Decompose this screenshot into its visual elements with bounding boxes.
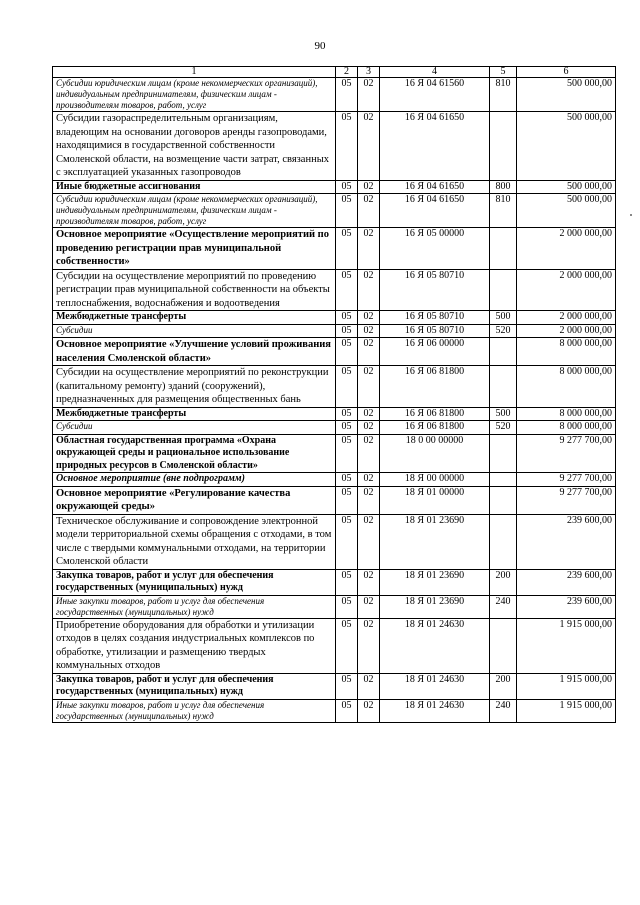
table-row bbox=[53, 486, 616, 514]
row-target-code: 18 Я 01 00000 bbox=[380, 486, 490, 514]
row-expense-type bbox=[490, 112, 517, 181]
row-section: 05 bbox=[336, 180, 358, 194]
row-expense-type bbox=[490, 514, 517, 569]
row-expense-type bbox=[490, 338, 517, 366]
row-section: 05 bbox=[336, 618, 358, 673]
row-expense-type: 810 bbox=[490, 78, 517, 112]
row-subsection: 02 bbox=[358, 407, 380, 421]
row-section: 05 bbox=[336, 228, 358, 270]
row-subsection: 02 bbox=[358, 78, 380, 112]
table-row bbox=[53, 473, 616, 487]
row-section: 05 bbox=[336, 595, 358, 618]
table-row bbox=[53, 514, 616, 569]
row-target-code: 18 Я 01 23690 bbox=[380, 595, 490, 618]
header-col-6: 6 bbox=[517, 67, 616, 78]
row-section: 05 bbox=[336, 569, 358, 595]
row-expense-type bbox=[490, 618, 517, 673]
row-target-code: 16 Я 06 81800 bbox=[380, 366, 490, 408]
row-section: 05 bbox=[336, 78, 358, 112]
row-subsection: 02 bbox=[358, 338, 380, 366]
table-row bbox=[53, 595, 616, 618]
row-subsection: 02 bbox=[358, 673, 380, 699]
row-target-code: 16 Я 05 80710 bbox=[380, 269, 490, 311]
row-name: Субсидии юридическим лицам (кроме некоммерческих организаций), индивидуальным предпринимателям, физическим лицам - производителям товаров, работ, услуг bbox=[53, 194, 336, 228]
row-section: 05 bbox=[336, 434, 358, 473]
row-name: Основное мероприятие (вне подпрограмм) bbox=[53, 473, 336, 487]
header-col-3: 3 bbox=[358, 67, 380, 78]
row-subsection: 02 bbox=[358, 699, 380, 722]
row-name: Закупка товаров, работ и услуг для обеспечения государственных (муниципальных) нужд bbox=[53, 673, 336, 699]
table-row bbox=[53, 324, 616, 338]
row-name: Субсидии газораспределительным организациям, владеющим на основании договоров аренды газопроводами, находящимися в государственной собственности Смоленской области, на возмещение части затрат, связанных с эксплуатацией указанных газопроводов bbox=[53, 112, 336, 181]
row-subsection: 02 bbox=[358, 311, 380, 325]
row-target-code: 18 Я 01 23690 bbox=[380, 569, 490, 595]
row-name: Закупка товаров, работ и услуг для обеспечения государственных (муниципальных) нужд bbox=[53, 569, 336, 595]
row-amount: 1 915 000,00 bbox=[517, 618, 616, 673]
table-row bbox=[53, 269, 616, 311]
row-amount: 2 000 000,00 bbox=[517, 324, 616, 338]
row-subsection: 02 bbox=[358, 595, 380, 618]
table-row bbox=[53, 78, 616, 112]
row-amount: 239 600,00 bbox=[517, 569, 616, 595]
row-subsection: 02 bbox=[358, 366, 380, 408]
row-name: Основное мероприятие «Улучшение условий проживания населения Смоленской области» bbox=[53, 338, 336, 366]
row-target-code: 18 Я 01 24630 bbox=[380, 618, 490, 673]
row-expense-type bbox=[490, 473, 517, 487]
row-expense-type: 800 bbox=[490, 180, 517, 194]
row-name: Основное мероприятие «Регулирование качества окружающей среды» bbox=[53, 486, 336, 514]
row-name: Субсидии bbox=[53, 324, 336, 338]
row-subsection: 02 bbox=[358, 618, 380, 673]
row-expense-type: 810 bbox=[490, 194, 517, 228]
row-subsection: 02 bbox=[358, 569, 380, 595]
row-expense-type bbox=[490, 269, 517, 311]
row-name: Техническое обслуживание и сопровождение электронной модели территориальной схемы обращения с отходами, в том числе с твердыми коммунальными отходами, на территории Смоленской области bbox=[53, 514, 336, 569]
row-expense-type: 500 bbox=[490, 311, 517, 325]
row-section: 05 bbox=[336, 338, 358, 366]
header-col-1: 1 bbox=[53, 67, 336, 78]
row-subsection: 02 bbox=[358, 194, 380, 228]
row-section: 05 bbox=[336, 311, 358, 325]
header-col-4: 4 bbox=[380, 67, 490, 78]
row-name: Иные бюджетные ассигнования bbox=[53, 180, 336, 194]
row-subsection: 02 bbox=[358, 112, 380, 181]
row-name: Иные закупки товаров, работ и услуг для обеспечения государственных (муниципальных) нужд bbox=[53, 699, 336, 722]
row-subsection: 02 bbox=[358, 421, 380, 435]
row-section: 05 bbox=[336, 514, 358, 569]
row-amount: 1 915 000,00 bbox=[517, 699, 616, 722]
row-section: 05 bbox=[336, 699, 358, 722]
table-row bbox=[53, 366, 616, 408]
row-target-code: 18 Я 01 24630 bbox=[380, 699, 490, 722]
row-amount: 9 277 700,00 bbox=[517, 486, 616, 514]
row-amount: 239 600,00 bbox=[517, 514, 616, 569]
row-amount: 2 000 000,00 bbox=[517, 269, 616, 311]
row-amount: 8 000 000,00 bbox=[517, 338, 616, 366]
table-row bbox=[53, 180, 616, 194]
row-section: 05 bbox=[336, 473, 358, 487]
row-expense-type: 200 bbox=[490, 569, 517, 595]
table-row bbox=[53, 228, 616, 270]
table-row bbox=[53, 434, 616, 473]
row-amount: 500 000,00 bbox=[517, 112, 616, 181]
row-section: 05 bbox=[336, 269, 358, 311]
row-target-code: 16 Я 05 80710 bbox=[380, 311, 490, 325]
row-section: 05 bbox=[336, 673, 358, 699]
row-target-code: 18 0 00 00000 bbox=[380, 434, 490, 473]
row-name: Межбюджетные трансферты bbox=[53, 311, 336, 325]
row-amount: 1 915 000,00 bbox=[517, 673, 616, 699]
row-target-code: 16 Я 05 80710 bbox=[380, 324, 490, 338]
row-amount: 2 000 000,00 bbox=[517, 311, 616, 325]
row-target-code: 18 Я 01 23690 bbox=[380, 514, 490, 569]
row-subsection: 02 bbox=[358, 228, 380, 270]
row-target-code: 18 Я 00 00000 bbox=[380, 473, 490, 487]
row-section: 05 bbox=[336, 486, 358, 514]
row-target-code: 16 Я 05 00000 bbox=[380, 228, 490, 270]
row-expense-type: 240 bbox=[490, 699, 517, 722]
row-subsection: 02 bbox=[358, 324, 380, 338]
row-target-code: 16 Я 04 61560 bbox=[380, 78, 490, 112]
row-subsection: 02 bbox=[358, 486, 380, 514]
row-amount: 8 000 000,00 bbox=[517, 407, 616, 421]
table-row bbox=[53, 407, 616, 421]
row-target-code: 16 Я 06 81800 bbox=[380, 421, 490, 435]
row-name: Субсидии bbox=[53, 421, 336, 435]
row-amount: 8 000 000,00 bbox=[517, 421, 616, 435]
header-col-2: 2 bbox=[336, 67, 358, 78]
row-amount: 2 000 000,00 bbox=[517, 228, 616, 270]
row-target-code: 16 Я 04 61650 bbox=[380, 180, 490, 194]
table-row bbox=[53, 618, 616, 673]
row-section: 05 bbox=[336, 324, 358, 338]
row-name: Субсидии юридическим лицам (кроме некоммерческих организаций), индивидуальным предпринимателям, физическим лицам - производителям товаров, работ, услуг bbox=[53, 78, 336, 112]
row-expense-type: 240 bbox=[490, 595, 517, 618]
row-name: Иные закупки товаров, работ и услуг для обеспечения государственных (муниципальных) нужд bbox=[53, 595, 336, 618]
row-amount: 500 000,00 bbox=[517, 180, 616, 194]
row-target-code: 16 Я 04 61650 bbox=[380, 194, 490, 228]
scan-mark bbox=[630, 214, 632, 216]
table-row bbox=[53, 194, 616, 228]
row-expense-type bbox=[490, 228, 517, 270]
row-section: 05 bbox=[336, 407, 358, 421]
table-row bbox=[53, 699, 616, 722]
row-expense-type: 520 bbox=[490, 324, 517, 338]
row-subsection: 02 bbox=[358, 269, 380, 311]
row-name: Межбюджетные трансферты bbox=[53, 407, 336, 421]
row-name: Областная государственная программа «Охрана окружающей среды и рациональное использование природных ресурсов в Смоленской области» bbox=[53, 434, 336, 473]
page-number: 90 bbox=[314, 40, 326, 52]
row-subsection: 02 bbox=[358, 180, 380, 194]
table-row bbox=[53, 112, 616, 181]
table-row bbox=[53, 311, 616, 325]
row-section: 05 bbox=[336, 366, 358, 408]
row-amount: 9 277 700,00 bbox=[517, 434, 616, 473]
row-amount: 239 600,00 bbox=[517, 595, 616, 618]
row-name: Приобретение оборудования для обработки и утилизации отходов в целях создания индустриальных комплексов по обработке, утилизации и размещению твердых коммунальных отходов bbox=[53, 618, 336, 673]
table-row bbox=[53, 673, 616, 699]
row-subsection: 02 bbox=[358, 514, 380, 569]
row-section: 05 bbox=[336, 112, 358, 181]
row-amount: 500 000,00 bbox=[517, 78, 616, 112]
table-row bbox=[53, 421, 616, 435]
row-name: Субсидии на осуществление мероприятий по проведению регистрации прав муниципальной собственности на объекты теплоснабжения, водоснабжения и водоотведения bbox=[53, 269, 336, 311]
row-subsection: 02 bbox=[358, 473, 380, 487]
row-name: Субсидии на осуществление мероприятий по реконструкции (капитальному ремонту) зданий (сооружений), предназначенных для размещения общественных бань bbox=[53, 366, 336, 408]
table-body bbox=[53, 78, 616, 723]
header-col-5: 5 bbox=[490, 67, 517, 78]
row-expense-type: 500 bbox=[490, 407, 517, 421]
row-name: Основное мероприятие «Осуществление мероприятий по проведению регистрации прав муниципальной собственности» bbox=[53, 228, 336, 270]
table-header-row bbox=[53, 67, 616, 78]
row-section: 05 bbox=[336, 194, 358, 228]
row-target-code: 16 Я 06 00000 bbox=[380, 338, 490, 366]
row-expense-type bbox=[490, 366, 517, 408]
row-target-code: 16 Я 06 81800 bbox=[380, 407, 490, 421]
table-row bbox=[53, 569, 616, 595]
row-amount: 8 000 000,00 bbox=[517, 366, 616, 408]
row-target-code: 18 Я 01 24630 bbox=[380, 673, 490, 699]
row-expense-type bbox=[490, 486, 517, 514]
row-amount: 500 000,00 bbox=[517, 194, 616, 228]
row-expense-type: 200 bbox=[490, 673, 517, 699]
row-amount: 9 277 700,00 bbox=[517, 473, 616, 487]
row-expense-type: 520 bbox=[490, 421, 517, 435]
row-target-code: 16 Я 04 61650 bbox=[380, 112, 490, 181]
row-section: 05 bbox=[336, 421, 358, 435]
table-row bbox=[53, 338, 616, 366]
row-expense-type bbox=[490, 434, 517, 473]
row-subsection: 02 bbox=[358, 434, 380, 473]
budget-table bbox=[52, 66, 616, 723]
